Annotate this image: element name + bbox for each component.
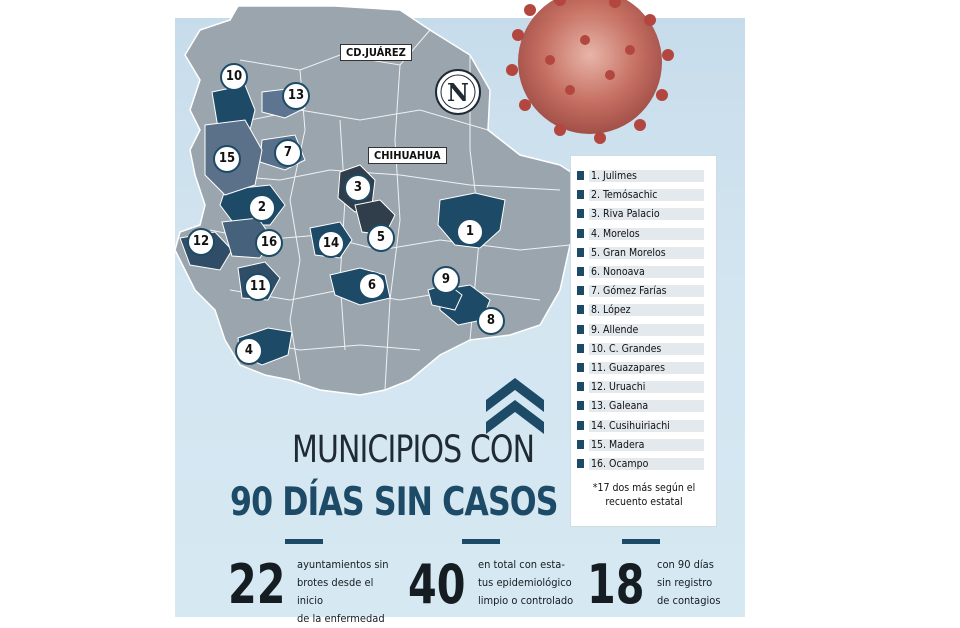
legend-item [577,283,705,299]
map-marker: 6 [358,272,386,300]
legend-label: 7. Gómez Farías [591,285,667,298]
legend-label: 3. Riva Palacio [591,208,660,221]
legend-swatch [577,305,584,314]
legend-item [577,360,705,376]
legend-item [577,245,705,261]
legend-label: 1. Julimes [591,170,637,182]
headline-line2: 90 DÍAS SIN CASOS [230,480,558,525]
map-marker: 14 [317,230,345,258]
map-marker: 2 [248,194,276,222]
legend-label: 8. López [591,304,631,317]
legend-item [577,418,705,434]
compass-icon [436,70,480,114]
legend-label: 5. Gran Morelos [591,246,666,259]
legend-label: 15. Madera [591,438,645,451]
legend-item [577,206,705,222]
legend-item [577,264,705,280]
stat-text-3 [657,556,762,610]
legend-swatch [577,382,584,391]
legend-label: 2. Temósachic [591,189,658,202]
map-marker: 8 [477,307,505,335]
map-marker: 11 [244,273,272,301]
legend-item [577,398,705,414]
stat-text-2-line1: en total con esta- [478,558,565,571]
legend-swatch [577,421,584,430]
map-marker: 10 [220,63,248,91]
legend-box [570,155,717,527]
stat-text-1-line2: brotes desde el inicio [297,576,374,607]
legend-item [577,187,705,203]
map-marker: 1 [456,218,484,246]
legend-label: 6. Nonoava [591,266,645,278]
stat-divider-1 [285,539,323,544]
stat-divider-3 [622,539,660,544]
stat-text-3-line2: sin registro [657,576,713,589]
legend-item [577,341,705,357]
legend-swatch [577,363,584,372]
stat-number-2: 40 [408,553,466,616]
map-marker: 13 [282,82,310,110]
legend-swatch [577,267,584,276]
legend-label: 13. Galeana [591,400,649,413]
legend-swatch [577,401,584,410]
legend-swatch [577,248,584,257]
legend-swatch [577,286,584,295]
map-marker: 3 [344,174,372,202]
stat-text-3-line1: con 90 días [657,558,714,571]
map-marker: 7 [274,139,302,167]
legend-label: 14. Cusihuiriachi [591,419,670,432]
legend-label: 12. Uruachi [591,381,646,394]
legend-swatch [577,440,584,449]
svg-text:N: N [447,78,469,107]
map-marker: 12 [187,228,215,256]
legend-item [577,456,705,472]
legend-swatch [577,190,584,199]
chevron-up-icon [486,378,544,434]
stat-text-3-line3: de contagios [657,594,721,607]
legend-swatch [577,459,584,468]
city-label-chihuahua: CHIHUAHUA [368,147,447,164]
map-marker: 4 [235,337,263,365]
legend-item [577,322,705,338]
stat-number-3: 18 [587,553,645,616]
map-marker: 16 [255,229,283,257]
city-label-cd-juarez: CD.JUÁREZ [340,44,412,61]
map-marker: 15 [213,145,241,173]
legend-swatch [577,325,584,334]
legend-swatch [577,209,584,218]
legend-note: *17 dos más según el recuento estatal [592,482,696,508]
legend-swatch [577,171,584,180]
coronavirus-illustration [506,0,674,144]
legend-swatch [577,229,584,238]
legend-item [577,168,705,184]
legend-label: 4. Morelos [591,227,640,240]
legend-label: 16. Ocampo [591,458,649,470]
map-marker: 5 [367,224,395,252]
stat-text-1-line3: de la enfermedad [297,612,385,625]
stat-text-1 [297,556,402,628]
legend-item [577,437,705,453]
stat-divider-2 [462,539,500,544]
legend-item [577,302,705,318]
headline-line1: MUNICIPIOS CON [292,428,535,471]
legend-item [577,379,705,395]
legend-label: 9. Allende [591,323,639,336]
legend-label: 10. C. Grandes [591,342,662,355]
legend-swatch [577,344,584,353]
stat-number-1: 22 [228,553,286,616]
legend-label: 11. Guazapares [591,362,666,374]
map-marker: 9 [432,266,460,294]
stat-text-2-line3: limpio o controlado [478,594,574,607]
stat-text-2-line2: tus epidemiológico [478,576,572,589]
legend-item [577,226,705,242]
stat-text-1-line1: ayuntamientos sin [297,558,389,571]
stat-text-2 [478,556,583,610]
